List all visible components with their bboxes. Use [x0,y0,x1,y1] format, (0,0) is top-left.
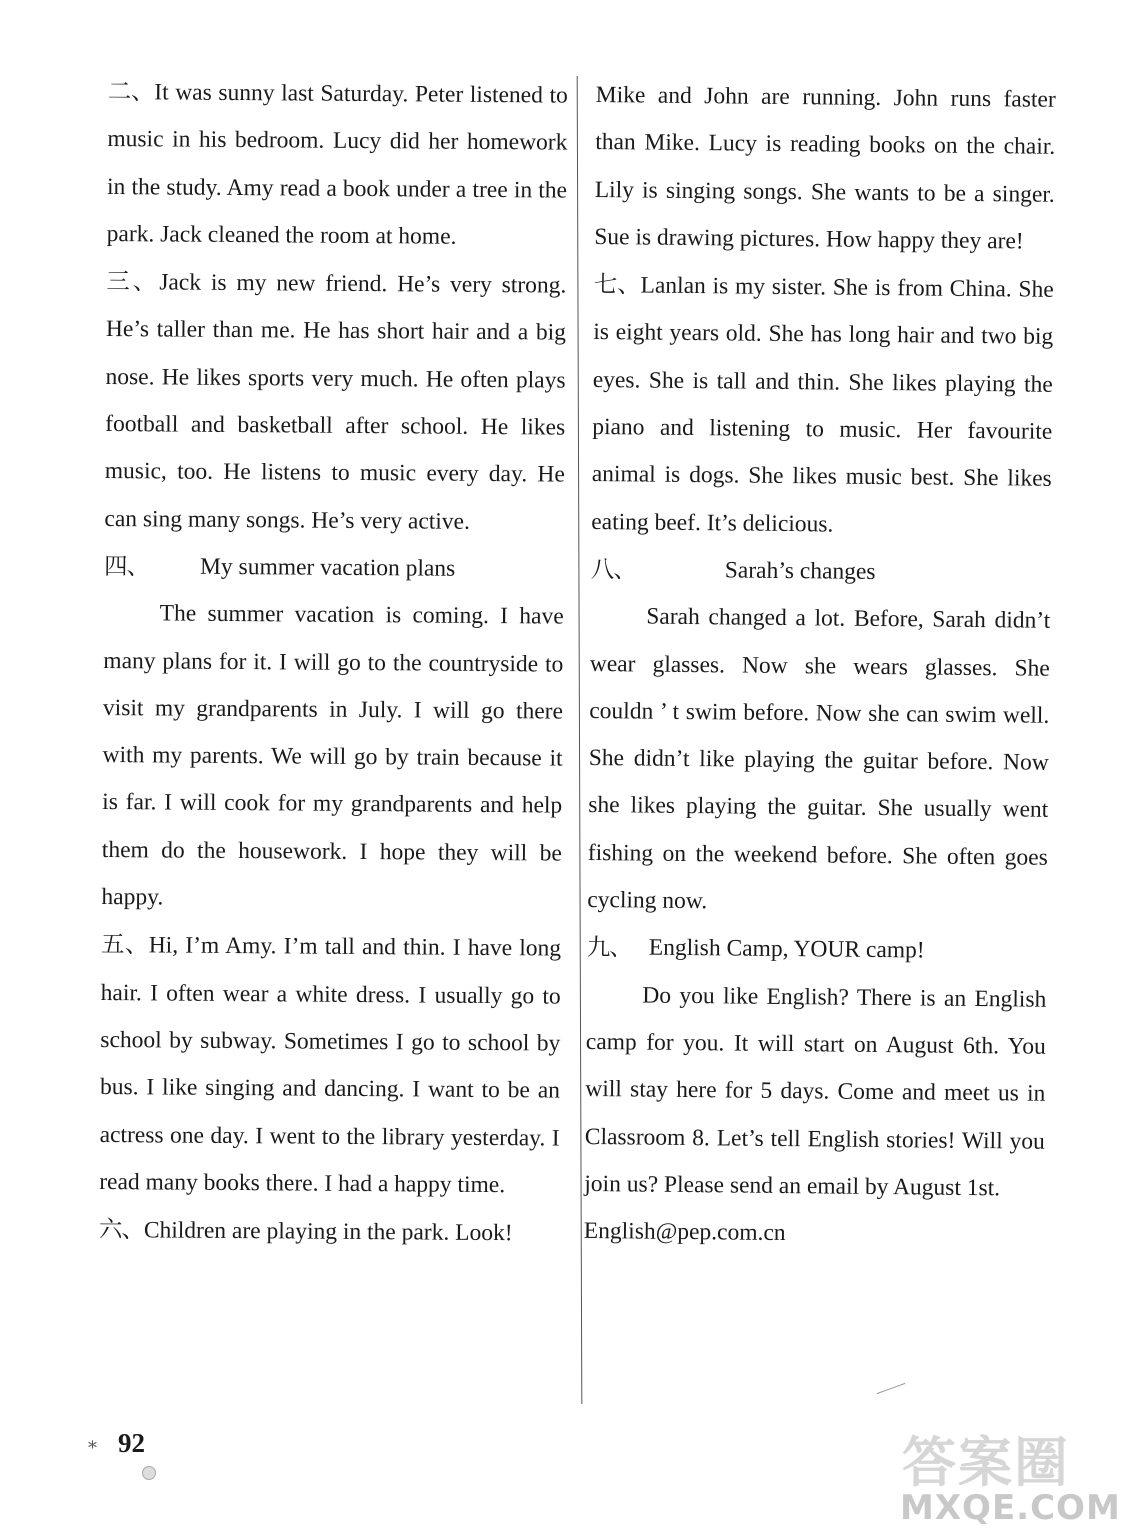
answer-6-continued: Mike and John are running. John runs faster than Mike. Lucy is reading books on the chair. Lily is singing songs. She wants to be a singer. Sue is drawing pictures. How happy they are! [594,81,1056,255]
section-number-3: 三、 [106,267,160,296]
answer-6-text: Children are playing in the park. Look! [143,1217,513,1247]
asterisk-icon: ⁎ [88,1432,97,1452]
answer-7 [591,261,1054,551]
answer-3-text: Jack is my new friend. He’s very strong. He’s taller than me. He has short hair and a big nose. He likes sports very much. He often plays football and basketball after school. He likes music, too. He listens to music every day. He can sing many songs. He’s very active. [104,269,567,535]
answer-9-heading [587,924,1047,976]
answer-4-title: My summer vacation plans [199,553,456,582]
pen-stroke-mark [877,1383,906,1394]
section-number-9: 九、 [586,933,632,962]
right-column [584,72,1056,1260]
answer-8-title: Sarah’s changes [724,557,876,585]
circle-dot-icon [142,1466,156,1480]
answer-9-text: Do you like English? There is an English camp for you. It will start on August 6th. You will stay here for 5 days. Come and meet us in Classroom 8. Let’s tell English stories! Will you join us? Please send an email by August 1st. [584,982,1047,1202]
page-number: 92 [118,1428,145,1458]
answer-8-text: Sarah changed a lot. Before, Sarah didn’t wear glasses. Now she wears glasses. She couldn ’ t swim before. Now she can swim well. She didn’t like playing the guitar before. Now she likes playing the guitar. She usually went fishing on the weekend before. She often goes cycling now. [587,603,1051,915]
left-column [99,68,568,1258]
answer-2-text: It was sunny last Saturday. Peter listened to music in his bedroom. Lucy did her homework in the study. Amy read a book under a tree in the park. Jack cleaned the room at home. [106,79,568,250]
answer-4-heading [104,543,564,594]
section-number-6: 六、 [98,1215,144,1244]
answer-6 [99,1206,559,1258]
column-divider [577,76,583,1404]
section-number-8: 八、 [590,554,636,584]
answer-3 [104,258,566,546]
email-address: English@pep.com.cn [583,1218,786,1247]
answer-9-title: English Camp, YOUR camp! [648,934,925,964]
answer-5-text: Hi, I’m Amy. I’m tall and thin. I have long hair. I often wear a white dress. I usually go to school by subway. Sometimes I go to school by bus. I like singing and dancing. I want to be an actress one day. I went to the library yesterday. I read many books there. I had a happy time. [99,932,562,1198]
section-number-4: 四、 [103,551,150,581]
answer-7-text: Lanlan is my sister. She is from China. She is eight years old. She has long hair and two big eyes. She is tall and thin. She likes playing the piano and listening to music. Her favourite animal is dogs. She likes music best. She likes eating beef. It’s delicious. [591,272,1054,538]
watermark-url: MXQE.COM [900,1488,1121,1528]
section-number-2: 二、 [107,76,155,106]
section-number-5: 五、 [101,930,149,959]
answer-8-heading [591,546,1051,598]
watermark-logo: 答案圈 [902,1431,1070,1494]
answer-5 [99,921,561,1209]
section-number-7: 七、 [593,270,641,299]
answer-2 [107,68,568,262]
answer-4-text: The summer vacation is coming. I have many plans for it. I will go to the countryside to visit my grandparents in July. I will go there with my parents. We will go by train because it is far. I will cook for my grandparents and help them do the housework. I hope they will be happy. [101,600,564,911]
